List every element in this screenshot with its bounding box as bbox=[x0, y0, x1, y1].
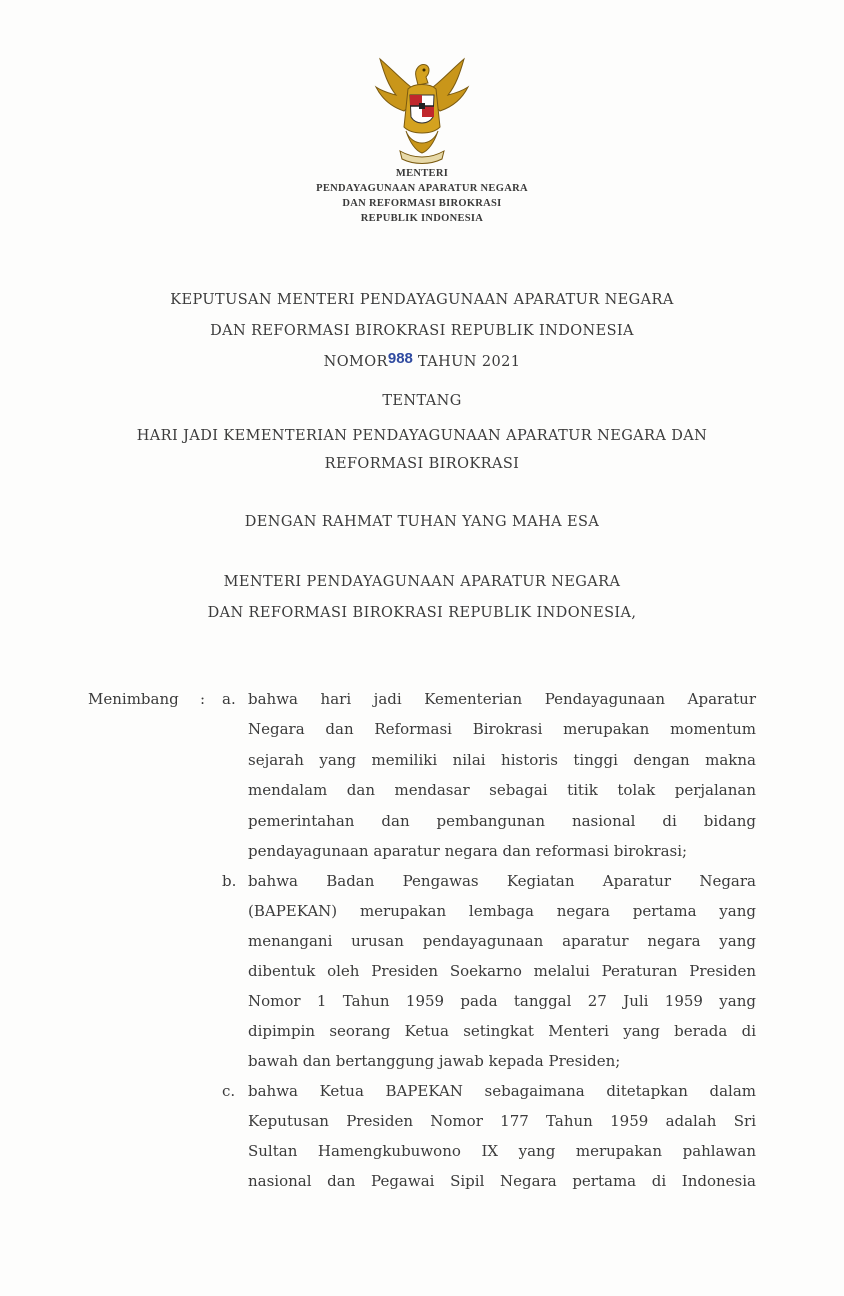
paragraph-line: nasional dan Pegawai Sipil Negara pertama di Indonesia bbox=[248, 1172, 756, 1190]
minister-line: MENTERI PENDAYAGUNAAN APARATUR NEGARA bbox=[223, 574, 621, 590]
subject-line: REFORMASI BIROKRASI bbox=[324, 456, 520, 472]
paragraph-line: sejarah yang memiliki nilai historis tinggi dengan makna bbox=[248, 751, 756, 769]
paragraph-line: bawah dan bertanggung jawab kepada Presiden; bbox=[248, 1052, 621, 1070]
nomor-label: NOMOR bbox=[323, 354, 388, 370]
paragraph-line: bahwa hari jadi Kementerian Pendayagunaan Aparatur bbox=[248, 690, 756, 708]
item-marker: c. bbox=[222, 1082, 236, 1100]
paragraph-line: bahwa Ketua BAPEKAN sebagaimana ditetapkan dalam bbox=[248, 1082, 756, 1100]
tentang-heading: TENTANG bbox=[382, 393, 462, 409]
handwritten-number: 988 bbox=[387, 350, 413, 367]
paragraph-line: Keputusan Presiden Nomor 177 Tahun 1959 adalah Sri bbox=[248, 1112, 756, 1130]
considering-label: Menimbang bbox=[88, 690, 179, 708]
decree-title-line: KEPUTUSAN MENTERI PENDAYAGUNAAN APARATUR NEGARA bbox=[170, 292, 674, 308]
institution-line: PENDAYAGUNAAN APARATUR NEGARA bbox=[316, 183, 528, 194]
paragraph-line: pemerintahan dan pembangunan nasional di bidang bbox=[248, 812, 756, 830]
garuda-emblem-icon bbox=[370, 55, 474, 167]
item-marker: b. bbox=[222, 872, 237, 890]
minister-line: DAN REFORMASI BIROKRASI REPUBLIK INDONESIA, bbox=[207, 605, 637, 621]
paragraph-line: dipimpin seorang Ketua setingkat Menteri yang berada di bbox=[248, 1022, 756, 1040]
considering-colon: : bbox=[200, 690, 206, 708]
paragraph-line: bahwa Badan Pengawas Kegiatan Aparatur Negara bbox=[248, 872, 756, 890]
item-marker: a. bbox=[222, 690, 236, 708]
institution-line: DAN REFORMASI BIROKRASI bbox=[342, 198, 502, 209]
paragraph-line: Sultan Hamengkubuwono IX yang merupakan pahlawan bbox=[248, 1142, 756, 1160]
paragraph-line: menangani urusan pendayagunaan aparatur negara yang bbox=[248, 932, 756, 950]
paragraph-line: Nomor 1 Tahun 1959 pada tanggal 27 Juli 1959 yang bbox=[248, 992, 756, 1010]
decree-title-line: DAN REFORMASI BIROKRASI REPUBLIK INDONESIA bbox=[210, 323, 634, 339]
institution-line: MENTERI bbox=[395, 168, 449, 179]
decree-number-line bbox=[0, 350, 844, 370]
paragraph-line: dibentuk oleh Presiden Soekarno melalui Peraturan Presiden bbox=[248, 962, 756, 980]
year-label: TAHUN 2021 bbox=[417, 354, 521, 370]
blessing-line: DENGAN RAHMAT TUHAN YANG MAHA ESA bbox=[244, 514, 600, 530]
subject-line: HARI JADI KEMENTERIAN PENDAYAGUNAAN APARATUR NEGARA DAN bbox=[136, 428, 708, 444]
paragraph-line: (BAPEKAN) merupakan lembaga negara pertama yang bbox=[248, 902, 756, 920]
paragraph-line: Negara dan Reformasi Birokrasi merupakan momentum bbox=[248, 720, 756, 738]
institution-line: REPUBLIK INDONESIA bbox=[360, 213, 484, 224]
paragraph-line: pendayagunaan aparatur negara dan reformasi birokrasi; bbox=[248, 842, 688, 860]
paragraph-line: mendalam dan mendasar sebagai titik tolak perjalanan bbox=[248, 781, 756, 799]
